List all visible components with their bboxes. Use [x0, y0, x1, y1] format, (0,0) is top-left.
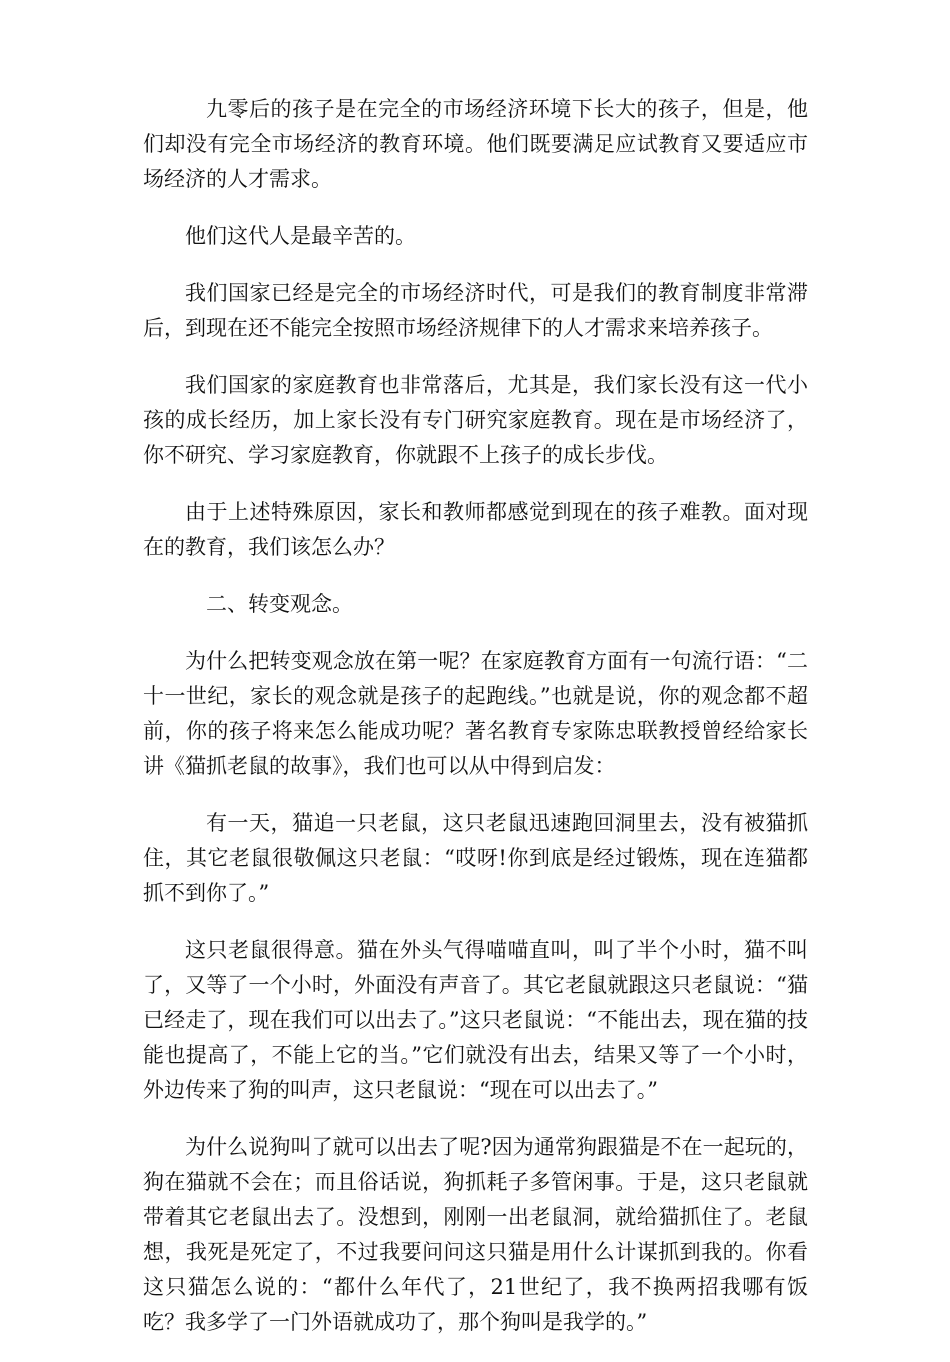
- paragraph-8: 这只老鼠很得意。猫在外头气得喵喵直叫，叫了半个小时，猫不叫了，又等了一个小时，外面没有声音了。其它老鼠就跟这只老鼠说：“猫已经走了，现在我们可以出去了。”这只老鼠说：“不能出去，现在猫的技能也提高了，不能上它的当。”它们就没有出去，结果又等了一个小时，外边传来了狗的叫声，这只老鼠说：“现在可以出去了。”: [143, 938, 808, 1102]
- paragraph-1: 九零后的孩子是在完全的市场经济环境下长大的孩子，但是，他们却没有完全市场经济的教育环境。他们既要满足应试教育又要适应市场经济的人才需求。: [143, 97, 808, 191]
- section-heading: 二、转变观念。: [206, 592, 353, 616]
- paragraph-6: 为什么把转变观念放在第一呢？在家庭教育方面有一句流行语：“二十一世纪，家长的观念就是孩子的起跑线。”也就是说，你的观念都不超前，你的孩子将来怎么能成功呢？著名教育专家陈忠联教授曾经给家长讲《猫抓老鼠的故事》，我们也可以从中得到启发：: [143, 649, 808, 778]
- paragraph-5: 由于上述特殊原因，家长和教师都感觉到现在的孩子难教。面对现在的教育，我们该怎么办？: [143, 500, 808, 559]
- paragraph-4: 我们国家的家庭教育也非常落后，尤其是，我们家长没有这一代小孩的成长经历，加上家长没有专门研究家庭教育。现在是市场经济了，你不研究、学习家庭教育，你就跟不上孩子的成长步伐。: [143, 373, 808, 467]
- paragraph-9: 为什么说狗叫了就可以出去了呢?因为通常狗跟猫是不在一起玩的，狗在猫就不会在；而且俗话说，狗抓耗子多管闲事。于是，这只老鼠就带着其它老鼠出去了。没想到，刚刚一出老鼠洞，就给猫抓住了。老鼠想，我死是死定了，不过我要问问这只猫是用什么计谋抓到我的。你看这只猫怎么说的：“都什么年代了，21世纪了，我不换两招我哪有饭吃？我多学了一门外语就成功了，那个狗叫是我学的。”: [143, 1135, 808, 1334]
- paragraph-2: 他们这代人是最辛苦的。: [185, 224, 416, 248]
- paragraph-7: 有一天，猫追一只老鼠，这只老鼠迅速跑回洞里去，没有被猫抓住，其它老鼠很敬佩这只老鼠：“哎呀!你到底是经过锻炼，现在连猫都抓不到你了。”: [143, 811, 808, 905]
- paragraph-3: 我们国家已经是完全的市场经济时代，可是我们的教育制度非常滞后，到现在还不能完全按照市场经济规律下的人才需求来培养孩子。: [143, 281, 808, 340]
- document-body: [143, 92, 808, 1362]
